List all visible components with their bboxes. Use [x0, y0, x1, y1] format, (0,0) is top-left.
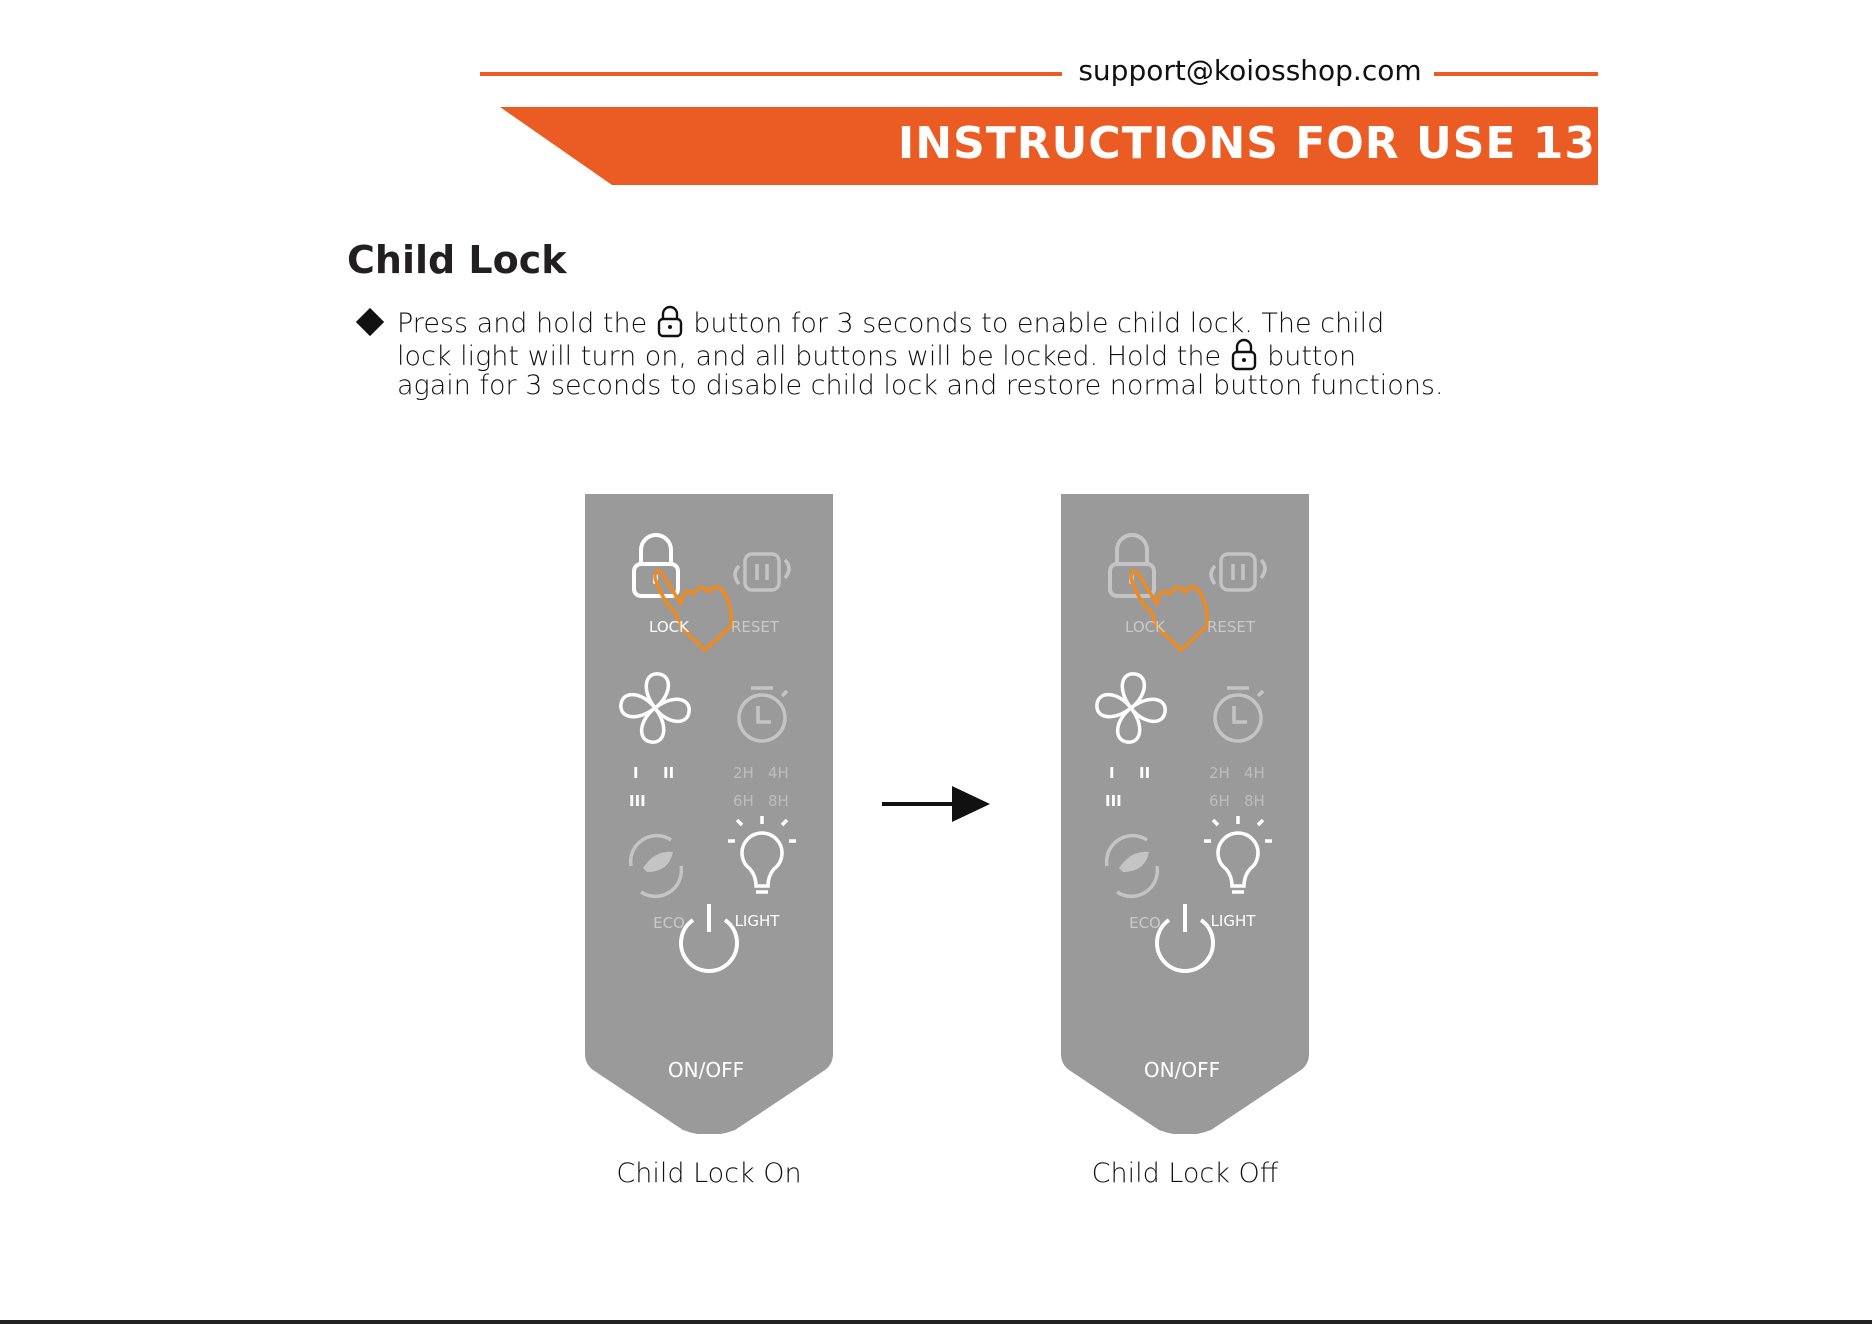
timer-label: 2H — [733, 764, 754, 782]
lock-icon — [1229, 337, 1259, 371]
header-rule-right — [1434, 72, 1598, 76]
speed-label: I — [1109, 764, 1115, 782]
timer-label: 4H — [1244, 764, 1265, 782]
speed-label: III — [629, 792, 646, 810]
lock-label: LOCK — [1125, 618, 1165, 636]
lock-label: LOCK — [649, 618, 689, 636]
timer-label: 6H — [1209, 792, 1230, 810]
banner-title: INSTRUCTIONS FOR USE 13 — [897, 118, 1596, 169]
paragraph-text: button for 3 seconds to enable child lock. The child — [693, 308, 1385, 339]
onoff-label: ON/OFF — [667, 1058, 745, 1082]
header-rule-left — [480, 72, 1062, 76]
paragraph-text: button — [1267, 341, 1357, 372]
lock-icon — [655, 304, 685, 338]
support-email: support@koiosshop.com — [1078, 54, 1422, 87]
timer-label: 6H — [733, 792, 754, 810]
timer-label: 2H — [1209, 764, 1230, 782]
light-label: LIGHT — [1210, 912, 1256, 930]
control-panel — [585, 494, 833, 1134]
timer-label: 8H — [1244, 792, 1265, 810]
speed-label: II — [663, 764, 675, 782]
paragraph-line-3: again for 3 seconds to disable child lock and restore normal button functions. — [397, 370, 1444, 401]
control-panel — [1061, 494, 1309, 1134]
light-label: LIGHT — [734, 912, 780, 930]
paragraph-line-2 — [397, 337, 1356, 373]
timer-label: 4H — [768, 764, 789, 782]
speed-label: III — [1105, 792, 1122, 810]
paragraph-line-1 — [397, 304, 1384, 340]
arrow-right-icon — [882, 782, 994, 826]
reset-label: RESET — [730, 618, 780, 636]
section-title: Child Lock — [347, 238, 567, 282]
timer-label: 8H — [768, 792, 789, 810]
speed-label: II — [1139, 764, 1151, 782]
eco-label: ECO — [653, 914, 685, 932]
panel-caption: Child Lock On — [616, 1158, 802, 1189]
paragraph-text: Press and hold the — [397, 308, 648, 339]
paragraph-text: lock light will turn on, and all buttons will be locked. Hold the — [397, 341, 1222, 372]
page-bottom-rule — [0, 1320, 1872, 1324]
panel-caption: Child Lock Off — [1091, 1158, 1279, 1189]
speed-label: I — [633, 764, 639, 782]
bullet-diamond — [356, 308, 384, 336]
onoff-label: ON/OFF — [1143, 1058, 1221, 1082]
eco-label: ECO — [1129, 914, 1161, 932]
reset-label: RESET — [1206, 618, 1256, 636]
